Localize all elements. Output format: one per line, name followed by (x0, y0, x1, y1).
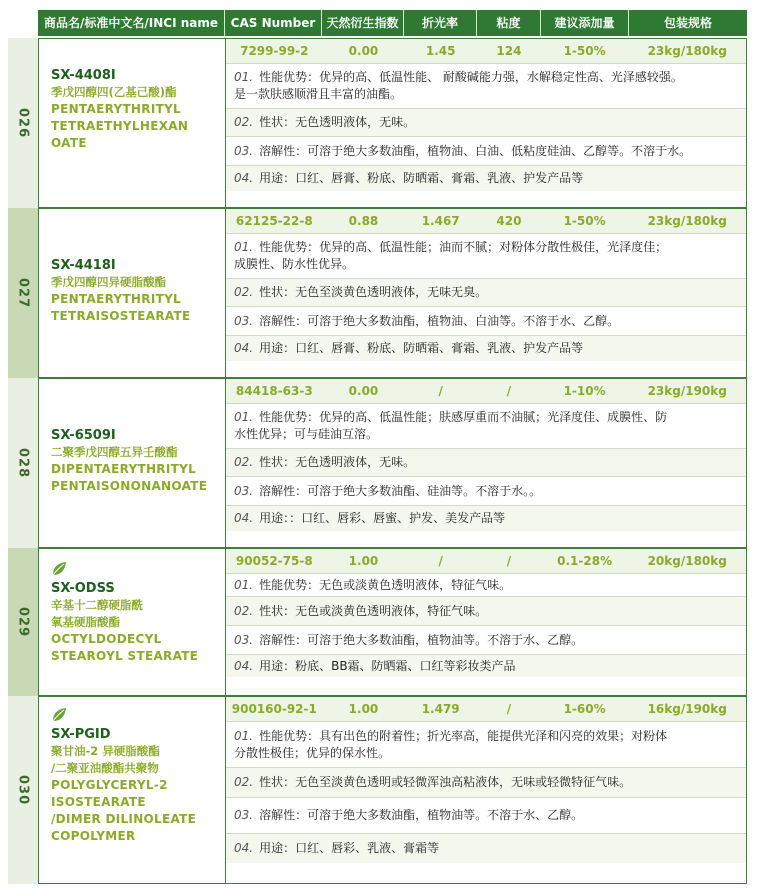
natural-index-value: 1.00 (348, 702, 379, 716)
header-cell: 粘度 (477, 10, 541, 36)
property-row (226, 476, 746, 505)
product-block (38, 38, 747, 208)
property-text (226, 340, 593, 357)
product-name-cell (39, 209, 226, 377)
dosage-value: 1-50% (563, 44, 606, 58)
property-line (234, 510, 505, 527)
property-row (226, 278, 746, 306)
dosage-value: 1-50% (563, 214, 606, 228)
leaf-icon (51, 561, 67, 577)
property-line-text: 用途：口红、唇彩、乳液、膏霜等 (259, 841, 440, 855)
property-line (234, 313, 619, 330)
package-size-value: 23kg/190kg (647, 384, 727, 398)
refractive-index-value: / (438, 554, 443, 568)
property-row (226, 136, 746, 165)
property-line (234, 840, 439, 857)
natural-index-value: 0.00 (348, 44, 379, 58)
property-number: 02. (234, 115, 254, 129)
product-properties (226, 721, 746, 883)
property-number: 03. (234, 143, 254, 158)
side-index-tab (8, 548, 38, 696)
product-chinese-name: 季戊四醇四异硬脂酸酯 (51, 275, 166, 289)
product-chinese-name: 二聚季戊四醇五异壬酸酯 (51, 445, 178, 459)
property-line-text: 溶解性：可溶于绝大多数油酯，植物油等。不溶于水、乙醇。 (259, 808, 584, 822)
side-index-tab (8, 696, 38, 884)
product-inci-name: PENTAISONONANOATE (51, 479, 208, 493)
product-inci-name: POLYGLYCERYL-2 (51, 778, 168, 792)
property-line-text: 溶解性：可溶于绝大多数油酯，植物油、白油、低粘度硅油、乙醇等。不溶于水。 (259, 143, 692, 158)
property-row (226, 448, 746, 476)
property-text (226, 454, 425, 471)
property-number: 04. (234, 658, 254, 673)
property-text (226, 284, 497, 301)
property-text (226, 69, 693, 103)
header-cell: 建议添加量 (541, 10, 629, 36)
property-line (234, 69, 683, 86)
viscosity-value: / (506, 384, 512, 398)
property-line (234, 170, 583, 187)
cas-number-value: 84418-63-3 (235, 384, 313, 398)
product-name-cell (39, 379, 226, 547)
dosage-value: 1-10% (563, 384, 606, 398)
property-line-text: 性状：无色透明液体，无味。 (259, 115, 416, 129)
property-line (234, 239, 667, 256)
property-row (226, 767, 746, 797)
product-inci-name: /DIMER DILINOLEATE (51, 812, 197, 826)
property-text (226, 239, 677, 273)
product-inci-name: OCTYLDODECYL (51, 632, 162, 646)
property-number: 02. (234, 603, 254, 618)
property-line-text: 性能优势：无色或淡黄色透明液体，特征气味。 (259, 577, 512, 592)
property-number: 01. (234, 70, 254, 84)
property-number: 01. (234, 410, 254, 424)
product-code: SX-6509I (51, 428, 116, 443)
product-block (38, 548, 747, 696)
property-row (226, 654, 746, 677)
refractive-index-value: / (438, 384, 443, 398)
product-inci-name: TETRAETHYLHEXAN (51, 119, 189, 133)
property-line-text: 性能优势：具有出色的附着性；折光率高，能提供光泽和闪亮的效果；对粉体 (259, 728, 668, 743)
property-line (234, 745, 667, 762)
natural-index-value: 0.88 (348, 214, 379, 228)
product-chinese-name: 聚甘油-2 异硬脂酸酯 (51, 744, 160, 758)
viscosity-value: 420 (496, 214, 522, 228)
property-line-text: 溶解性：可溶于绝大多数油酯，植物油、白油等。不溶于水、乙醇。 (259, 313, 620, 328)
property-line (234, 256, 667, 273)
property-row (226, 573, 746, 596)
property-line-text: 溶解性：可溶于绝大多数油酯，植物油等。不溶于水、乙醇。 (259, 632, 584, 647)
product-name-group (51, 257, 219, 325)
property-text (226, 658, 526, 675)
cas-number-value: 62125-22-8 (235, 214, 313, 228)
property-row (226, 335, 746, 361)
property-number: 04. (234, 171, 254, 185)
property-number: 01. (234, 577, 254, 592)
product-index: 028 (15, 447, 31, 479)
product-properties (226, 403, 746, 547)
property-line-text: 性能优势：优异的高、低温性能、 耐酸碱能力强，水解稳定性高、光泽感较强。 (259, 70, 683, 84)
property-line-text: 性状：无色至淡黄色透明或轻微浑浊高粘液体，无味或轻微特征气味。 (259, 775, 632, 789)
product-values-row (226, 379, 746, 403)
property-line (234, 577, 511, 594)
property-number: 04. (234, 341, 254, 355)
product-name-group (51, 561, 219, 665)
property-line (234, 114, 415, 131)
product-inci-name: DIPENTAERYTHRITYL (51, 462, 197, 476)
product-block (38, 208, 747, 378)
product-inci-name: PENTAERYTHRITYL (51, 292, 182, 306)
property-line-text: 用途：粉底、BB霜、防晒霜、口红等彩妆类产品 (259, 658, 516, 673)
property-row (226, 625, 746, 654)
product-properties (226, 233, 746, 377)
product-index: 026 (15, 107, 31, 139)
property-line-text: 是一款肤感顺滑且丰富的油酯。 (234, 87, 403, 101)
package-size-value: 23kg/180kg (647, 214, 727, 228)
property-number: 02. (234, 775, 254, 789)
side-index-tab (8, 38, 38, 208)
dosage-value: 1-60% (563, 702, 606, 716)
property-line (234, 483, 541, 500)
natural-index-value: 1.00 (348, 554, 379, 568)
property-text (226, 774, 641, 791)
property-row (226, 505, 746, 531)
property-text (226, 170, 593, 187)
package-size-value: 23kg/180kg (647, 44, 727, 58)
property-number: 03. (234, 483, 254, 498)
property-row (226, 721, 746, 767)
property-row (226, 596, 746, 625)
property-line-text: 用途：口红、唇膏、粉底、防晒霜、膏霜、乳液、护发产品等 (259, 341, 584, 355)
product-name-group (51, 67, 219, 152)
product-name-group (51, 707, 219, 845)
product-inci-name: PENTAERYTHRITYL (51, 102, 182, 116)
package-size-value: 16kg/190kg (647, 702, 727, 716)
property-line (234, 658, 516, 675)
property-line-text: 分散性极佳；优异的保水性。 (234, 745, 391, 760)
cas-number-value: 900160-92-1 (231, 702, 317, 716)
property-text (226, 807, 593, 824)
product-index: 027 (15, 277, 31, 309)
property-number: 02. (234, 285, 254, 299)
property-line (234, 454, 415, 471)
viscosity-value: 124 (496, 44, 522, 58)
property-text (226, 114, 425, 131)
viscosity-value: / (506, 554, 512, 568)
viscosity-value: / (506, 702, 512, 716)
property-text (226, 510, 515, 527)
property-row (226, 306, 746, 335)
product-chinese-name: 季戊四醇四(乙基己酸)酯 (51, 85, 177, 99)
product-chinese-name: 氧基硬脂酸酯 (51, 615, 120, 629)
property-row (226, 403, 746, 448)
property-row (226, 165, 746, 191)
product-name-cell (39, 549, 226, 695)
product-code: SX-PGID (51, 727, 111, 742)
leaf-icon (51, 707, 67, 723)
property-text (226, 840, 449, 857)
property-line (234, 728, 667, 745)
product-inci-name: COPOLYMER (51, 829, 136, 843)
property-text (226, 483, 551, 500)
property-line-text: 用途：口红、唇膏、粉底、防晒霜、膏霜、乳液、护发产品等 (259, 171, 584, 185)
product-values-row (226, 39, 746, 63)
refractive-index-value: 1.467 (421, 214, 460, 228)
property-text (226, 409, 677, 443)
property-text (226, 577, 521, 594)
product-name-cell (39, 39, 226, 207)
property-row (226, 108, 746, 136)
product-block (38, 378, 747, 548)
property-text (226, 632, 593, 649)
product-chinese-name: /二聚亚油酸酯共聚物 (51, 761, 159, 775)
property-row (226, 797, 746, 833)
product-index: 030 (15, 774, 31, 806)
property-number: 03. (234, 632, 254, 647)
product-inci-name: TETRAISOSTEARATE (51, 309, 191, 323)
property-line (234, 632, 583, 649)
property-line-text: 性能优势：优异的高、低温性能；油而不腻；对粉体分散性极佳，光泽度佳； (259, 240, 668, 254)
property-row (226, 63, 746, 108)
product-code: SX-ODSS (51, 581, 115, 596)
refractive-index-value: 1.479 (421, 702, 460, 716)
property-line-text: 水性优异；可与硅油互溶。 (234, 427, 379, 441)
property-row (226, 233, 746, 278)
property-line-text: 性状：无色透明液体，无味。 (259, 455, 416, 469)
property-number: 01. (234, 728, 254, 743)
property-text (226, 313, 629, 330)
refractive-index-value: 1.45 (425, 44, 456, 58)
natural-index-value: 0.00 (348, 384, 379, 398)
product-values-row (226, 697, 746, 721)
header-cell: 商品名/标准中文名/INCI name (38, 10, 225, 36)
property-text (226, 143, 701, 160)
property-text (226, 603, 497, 620)
property-number: 01. (234, 240, 254, 254)
side-index-tab (8, 378, 38, 548)
product-block (38, 696, 747, 884)
property-number: 02. (234, 455, 254, 469)
product-name-cell (39, 697, 226, 883)
table-header (38, 10, 747, 36)
property-number: 04. (234, 841, 254, 855)
property-line (234, 774, 631, 791)
property-line-text: 成膜性、防水性优异。 (234, 257, 355, 271)
product-chinese-name: 辛基十二醇硬脂酰 (51, 598, 143, 612)
header-cell: CAS Number (225, 10, 322, 36)
product-index: 029 (15, 606, 31, 638)
property-line (234, 143, 691, 160)
property-line-text: 溶解性：可溶于绝大多数油酯、硅油等。不溶于水。。 (259, 483, 542, 498)
side-index-tab (8, 208, 38, 378)
property-line (234, 409, 667, 426)
product-inci-name: STEAROYL STEARATE (51, 649, 199, 663)
property-line (234, 807, 583, 824)
product-properties (226, 63, 746, 207)
product-values-row (226, 549, 746, 573)
product-code: SX-4408I (51, 68, 116, 83)
property-number: 03. (234, 808, 254, 822)
product-name-group (51, 427, 219, 495)
product-properties (226, 573, 746, 695)
property-line-text: 性状：无色至淡黄色透明液体，无味无臭。 (259, 285, 488, 299)
product-code: SX-4418I (51, 258, 116, 273)
product-inci-name: OATE (51, 136, 87, 150)
property-line (234, 86, 683, 103)
package-size-value: 20kg/180kg (647, 554, 727, 568)
property-line (234, 340, 583, 357)
header-cell: 天然衍生指数 (322, 10, 404, 36)
property-line (234, 426, 667, 443)
property-text (226, 728, 677, 762)
property-number: 03. (234, 313, 254, 328)
property-line (234, 284, 487, 301)
cas-number-value: 7299-99-2 (240, 44, 309, 58)
property-number: 04. (234, 511, 254, 525)
property-line-text: 用途：：口红、唇彩、唇蜜、护发、美发产品等 (259, 511, 506, 525)
property-line-text: 性能优势：优异的高、低温性能；肤感厚重而不油腻；光泽度佳、成膜性、防 (259, 410, 668, 424)
header-cell: 包装规格 (663, 16, 712, 30)
header-cell: 折光率 (404, 10, 477, 36)
property-line-text: 性状：无色或淡黄色透明液体，特征气味。 (259, 603, 488, 618)
cas-number-value: 90052-75-8 (235, 554, 313, 568)
dosage-value: 0.1-28% (557, 554, 613, 568)
product-values-row (226, 209, 746, 233)
property-row (226, 833, 746, 863)
product-inci-name: ISOSTEARATE (51, 795, 146, 809)
property-line (234, 603, 487, 620)
